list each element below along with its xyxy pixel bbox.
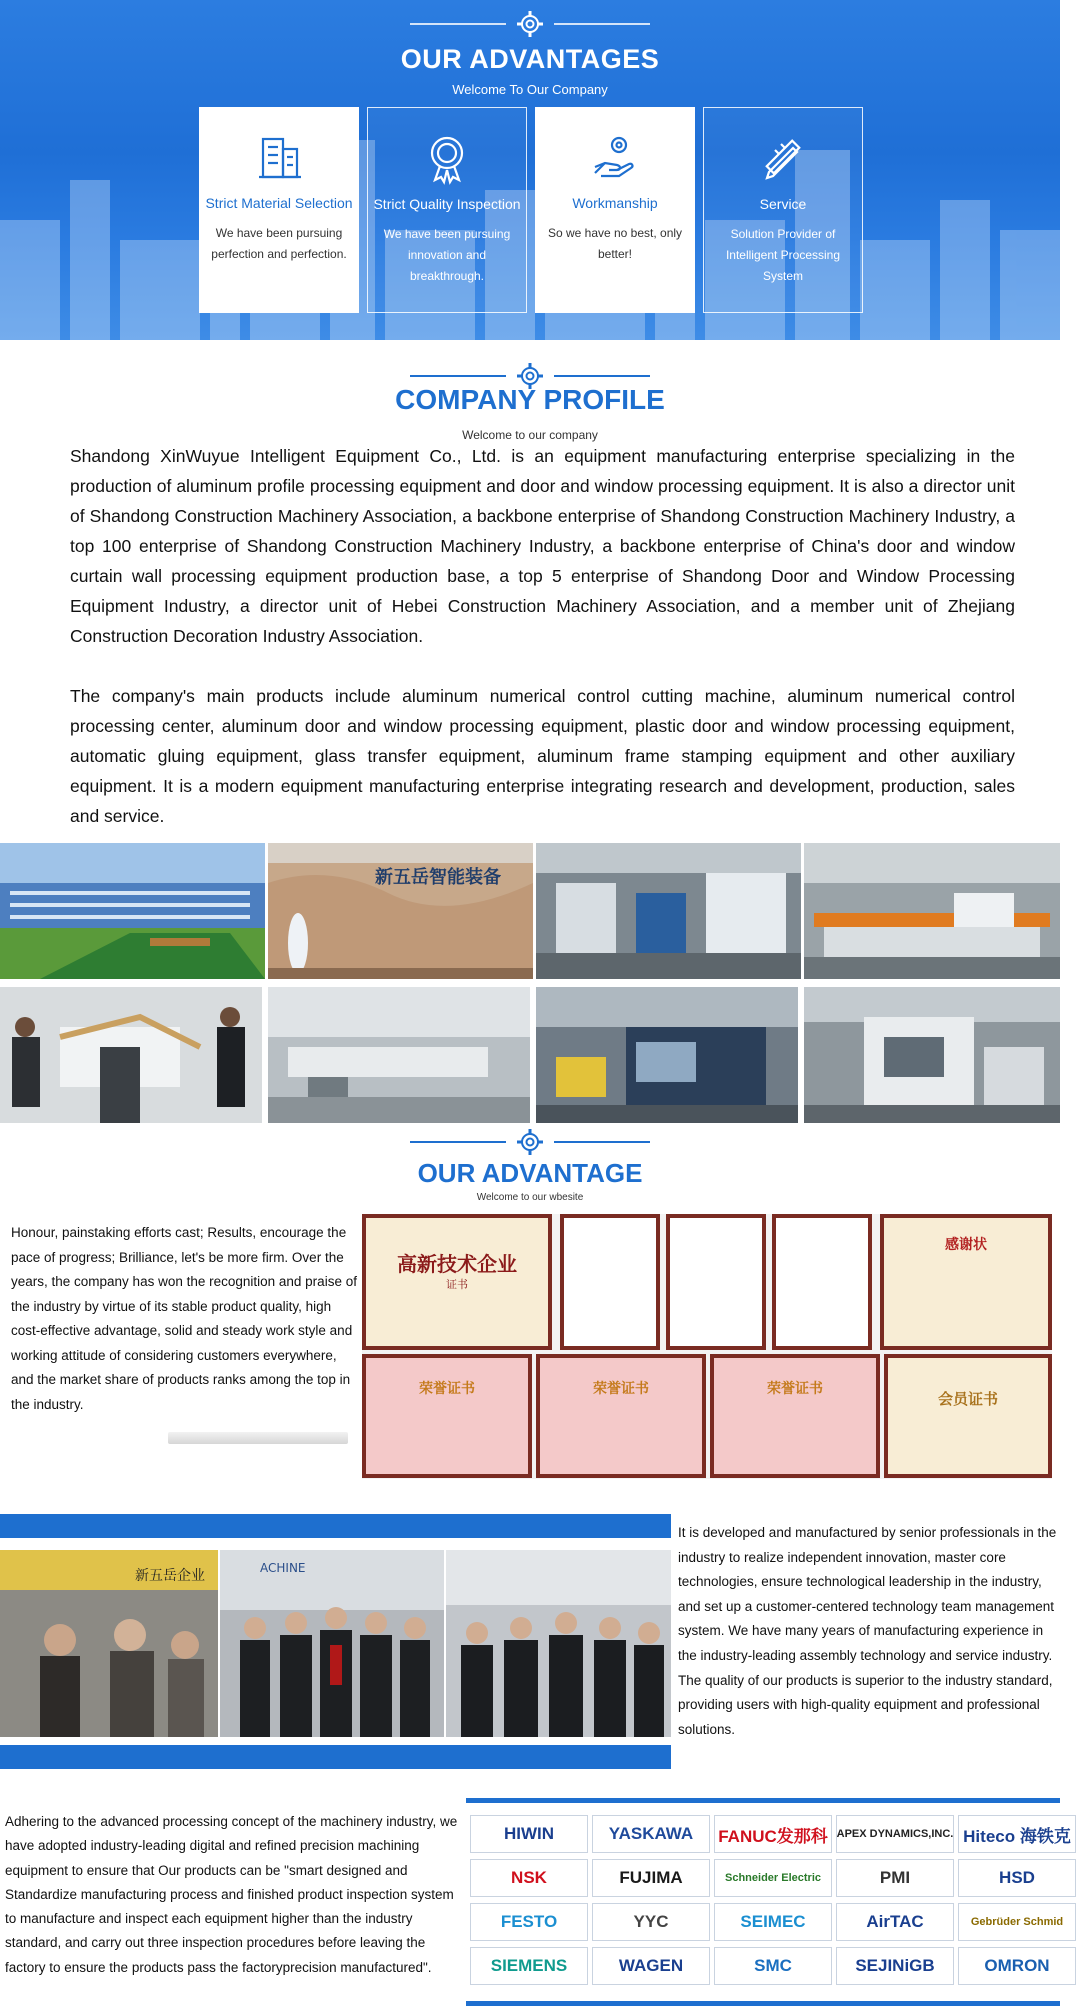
team-exhibition-photo-1	[0, 1550, 218, 1737]
building-icon	[253, 131, 305, 183]
pencil-ruler-icon	[757, 132, 809, 184]
profile-subtitle: Welcome to our company	[462, 428, 598, 442]
member-certificate	[884, 1354, 1052, 1478]
team-exhibition-photo-2	[220, 1550, 444, 1737]
card-description: So we have no best, only better!	[547, 226, 683, 261]
factory-exterior-photo	[0, 843, 265, 979]
title-ornament	[410, 10, 650, 38]
machine-operator-photo	[0, 987, 262, 1123]
workshop-hall-photo	[268, 987, 530, 1123]
card-title: Service	[759, 196, 807, 212]
blue-accent-bar-top	[0, 1514, 671, 1538]
reception-wall-text: 新五岳智能装备	[375, 867, 501, 888]
honor-certificate	[710, 1354, 880, 1478]
high-tech-certificate	[362, 1214, 552, 1350]
advantages-banner	[0, 0, 1060, 340]
brand-logo-nsk: NSK	[470, 1859, 588, 1897]
advantages-subtitle: Welcome To Our Company	[452, 82, 608, 97]
brand-logo-hsd: HSD	[958, 1859, 1076, 1897]
brand-logo-omron: OMRON	[958, 1947, 1076, 1985]
decorative-shadow-bar	[168, 1432, 348, 1444]
team-paragraph: It is developed and manufactured by senior professionals in the industry to realize independent innovation, master core technologies, ensure technological leadership in the industry, and set up a customer-centered technology team management system. We have many years of manufacturing experience in the industry-leading assembly technology and service industry. The quality of our products is superior to the industry standard, providing users with high-quality equipment and professional solutions.	[678, 1525, 1057, 1737]
advantage-subtitle: Welcome to our wbesite	[476, 1192, 584, 1203]
certificate-document	[560, 1214, 660, 1350]
workshop-photo-2	[804, 843, 1060, 979]
blue-accent-bar-bottom	[0, 1745, 671, 1769]
gear-icon	[516, 1128, 544, 1156]
team-exhibition-photo-3	[446, 1550, 671, 1737]
brand-logo-yaskawa: YASKAWA	[592, 1815, 710, 1853]
quality-badge-icon	[421, 132, 473, 184]
thanks-certificate-title: 感谢状	[945, 1237, 987, 1253]
brand-logo-airtac: AirTAC	[836, 1903, 954, 1941]
brand-logo-wagen: WAGEN	[592, 1947, 710, 1985]
profile-paragraph-2: The company's main products include aluminum numerical control cutting machine, aluminum numerical control processing center, aluminum door and window processing equipment, plastic door and window processing equipment, automatic gluing equipment, glass transfer equipment, aluminum frame stamping equipment and other auxiliary equipment. It is a modern equipment manufacturing enterprise integrating research and development, production, sales and service.	[70, 686, 1015, 826]
brand-logo-fujima: FUJIMA	[592, 1859, 710, 1897]
card-description: We have been pursuing innovation and breakthrough.	[383, 227, 511, 283]
reception-wall-photo	[268, 843, 533, 979]
exhibition-machine-text: ACHINE	[260, 1561, 306, 1575]
advantage-card-material	[199, 107, 359, 313]
advantage-paragraph: Honour, painstaking efforts cast; Results, encourage the pace of progress; Brilliance, let's be more firm. Over the years, the company has won the recognition and praise of the industry by virtue of its stable product quality, high cost-effective advantage, solid and steady work style and working attitude of considering customers everywhere, and the market share of products ranks among the top in the industry.	[11, 1225, 357, 1412]
profile-title: COMPANY PROFILE	[395, 384, 665, 415]
advantage-card-workmanship	[535, 107, 695, 313]
advantage-cards	[199, 107, 863, 313]
brand-logo-siemens: SIEMENS	[470, 1947, 588, 1985]
thanks-certificate	[880, 1214, 1052, 1350]
brand-logo-sejinigb: SEJINiGB	[836, 1947, 954, 1985]
certificate-document	[772, 1214, 872, 1350]
card-title: Strict Material Selection	[205, 195, 353, 211]
certificate-wall	[362, 1214, 1052, 1479]
high-tech-certificate-subtitle: 证书	[446, 1278, 468, 1291]
advantage-card-quality	[367, 107, 527, 313]
card-title: Strict Quality Inspection	[373, 196, 521, 212]
exhibition-banner-text: 新五岳企业	[135, 1568, 205, 1584]
card-title: Workmanship	[572, 195, 658, 211]
advantages-title: OUR ADVANTAGES	[400, 44, 660, 74]
brand-logo-fanuc-: FANUC发那科	[714, 1815, 832, 1853]
workshop-photo-1	[536, 843, 801, 979]
member-certificate-title: 会员证书	[937, 1390, 998, 1408]
cnc-machine-photo	[536, 987, 798, 1123]
title-ornament	[410, 1128, 650, 1156]
honor-certificate-title: 荣誉证书	[593, 1381, 649, 1397]
high-tech-certificate-title: 高新技术企业	[397, 1252, 517, 1276]
honor-certificate	[536, 1354, 706, 1478]
certificate-document	[666, 1214, 766, 1350]
card-description: We have been pursuing perfection and perfection.	[211, 226, 347, 261]
brand-logo-gebr-der-schmid: Gebrüder Schmid	[958, 1903, 1076, 1941]
brand-logo-apex-dynamics-inc-: APEX DYNAMICS,INC.	[836, 1815, 954, 1853]
honor-certificate	[362, 1354, 532, 1478]
honor-certificate-title: 荣誉证书	[767, 1381, 823, 1397]
advantage-title: OUR ADVANTAGE	[417, 1158, 643, 1188]
brand-logo-schneider-electric: Schneider Electric	[714, 1859, 832, 1897]
brand-logo-hiwin: HIWIN	[470, 1815, 588, 1853]
brand-logo-festo: FESTO	[470, 1903, 588, 1941]
partner-brands-panel	[466, 1798, 1071, 2006]
honor-certificate-title: 荣誉证书	[419, 1381, 475, 1397]
profile-paragraph-1: Shandong XinWuyue Intelligent Equipment Co., Ltd. is an equipment manufacturing enterprise specializing in the production of aluminum profile processing equipment and door and window processing equipment. It is also a director unit of Shandong Construction Machinery Association, a backbone enterprise of Shandong Construction Machinery Industry, a top 100 enterprise of Shandong Construction Machinery Industry, a backbone enterprise of China's door and window curtain wall processing equipment production base, a top 5 enterprise of Shandong Door and Window Processing Equipment Industry, a director unit of Hebei Construction Machinery Association, and a member unit of Zhejiang Construction Decoration Industry Association.	[70, 446, 1015, 646]
hand-gear-icon	[589, 131, 641, 183]
brand-logo-pmi: PMI	[836, 1859, 954, 1897]
brands-paragraph: Adhering to the advanced processing concept of the machinery industry, we have adopted industry-leading digital and refined precision machining equipment to ensure that Our products can be "smart designed and Standardize manufacturing process and finished product inspection system to manufacture and inspect each equipment higher than the industry standard, and carry out three inspection procedures before leaving the factory to ensure the products pass the factoryprecision manufactured".	[5, 1814, 458, 1975]
partner-brands-grid	[470, 1815, 1076, 1985]
brand-logo-yyc: YYC	[592, 1903, 710, 1941]
brand-logo-hiteco-: Hiteco 海铁克	[958, 1815, 1076, 1853]
brand-logo-seimec: SEIMEC	[714, 1903, 832, 1941]
brand-logo-smc: SMC	[714, 1947, 832, 1985]
gear-icon	[516, 10, 544, 38]
card-description: Solution Provider of Intelligent Processing System	[725, 227, 841, 283]
machining-center-photo	[804, 987, 1060, 1123]
advantage-card-service	[703, 107, 863, 313]
